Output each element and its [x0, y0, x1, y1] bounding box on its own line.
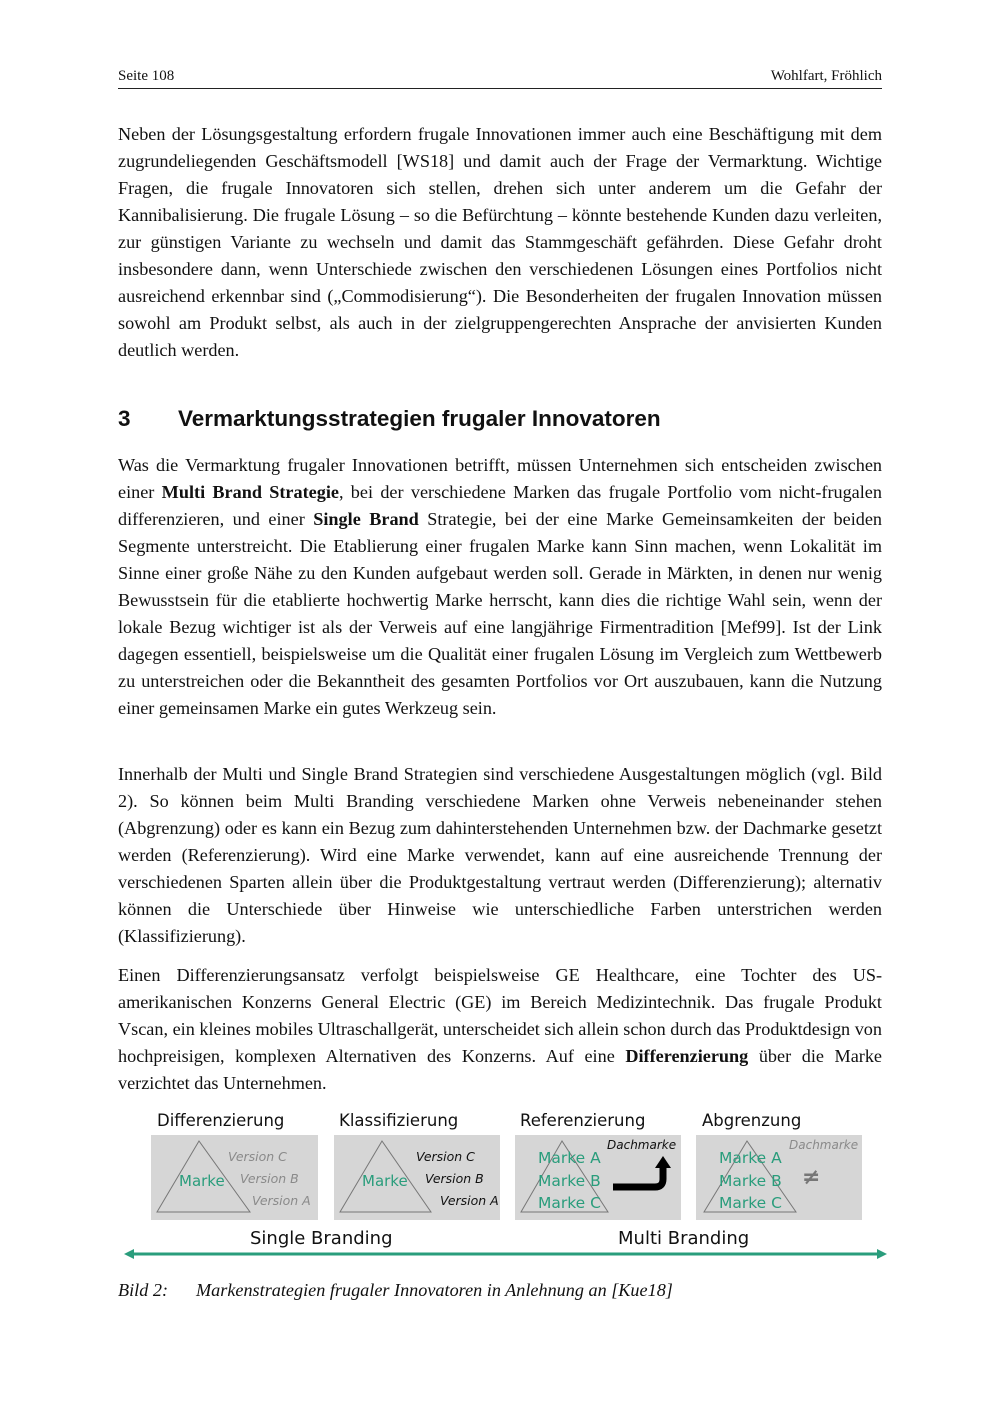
section-title: Vermarktungsstrategien frugaler Innovatoren	[178, 406, 661, 431]
brand-a: Marke A	[538, 1149, 601, 1167]
version-b: Version B	[425, 1171, 484, 1186]
double-arrow-icon	[122, 1246, 890, 1262]
brand-label: Marke	[362, 1172, 408, 1190]
panel-differenzierung	[151, 1135, 318, 1220]
authors: Wohlfart, Fröhlich	[770, 68, 882, 84]
bold-term-differenzierung: Differenzierung	[625, 1046, 749, 1066]
paragraph-3: Innerhalb der Multi und Single Brand Strategien sind verschiedene Ausgestaltungen möglich (vgl. Bild 2). So können beim Multi Branding verschiedene Marken ohne Verweis nebeneinander stehen (Abgrenzung) oder es kann ein Bezug zum dahinterstehenden Unternehmen bzw. der Dachmarke gesetzt werden (Referenzierung). Wird eine Marke verwendet, kann auf eine ausreichende Trennung der verschiedenen Sparten allein über die Produktgestaltung vertraut werden (Differenzierung); alternativ können die Unterschiede über Hinweise wie unterschiedliche Farben unterstrichen werden (Klassifizierung).	[118, 764, 882, 946]
page-number: Seite 108	[118, 68, 175, 84]
arrow-up-right-icon	[515, 1135, 681, 1220]
panel-referenzierung	[515, 1135, 681, 1220]
version-a: Version A	[440, 1193, 499, 1208]
page-header	[118, 66, 882, 89]
not-equal-icon: ≠	[802, 1165, 821, 1190]
text-run: über die Marke verzichtet das Unternehmen.	[118, 1046, 882, 1093]
text-run: Einen Differenzierungsansatz verfolgt beispielsweise GE Healthcare, eine Tochter des US-amerikanischen Konzerns General Electric (GE) im Bereich Medizintechnik. Das frugale Produkt Vscan, ein kleines mobiles Ultraschallgerät, unterscheidet sich allein schon durch das Produktdesign von hochpreisigen, komplexen Alternativen des Konzerns. Auf eine	[118, 965, 882, 1066]
axis-label-multi-branding: Multi Branding	[618, 1228, 750, 1249]
panel-title-differenzierung: Differenzierung	[157, 1111, 285, 1130]
axis-label-single-branding: Single Branding	[250, 1228, 393, 1249]
paragraph-1: Neben der Lösungsgestaltung erfordern frugale Innovationen immer auch eine Beschäftigung mit dem zugrundeliegenden Geschäftsmodell [WS18] und damit auch der Frage der Vermarktung. Wichtige Fragen, die frugale Innovatoren sich stellen, drehen sich unter anderem um die Gefahr der Kannibalisierung. Die frugale Lösung – so die Befürchtung – könnte bestehende Kunden dazu verleiten, zur günstigen Variante zu wechseln und damit das Stammgeschäft gefährden. Diese Gefahr droht insbesondere dann, wenn Unterschiede zwischen den verschiedenen Lösungen eines Portfolios nicht ausreichend erkennbar sind („Commodisierung“). Die Besonderheiten der frugalen Innovation müssen sowohl am Produkt selbst, als auch in der zielgruppengerechten Ansprache der anvisierten Kunden deutlich werden.	[118, 124, 882, 360]
version-a: Version A	[252, 1193, 311, 1208]
figure-caption	[118, 1280, 673, 1301]
section-heading	[118, 406, 661, 432]
text-run: , bei der verschiedene Marken das frugale Portfolio vom nicht-frugalen differenzieren, und einer	[118, 482, 882, 529]
panel-abgrenzung	[696, 1135, 862, 1220]
text-run: Strategie, bei der eine Marke Gemeinsamkeiten der beiden Segmente unterstreicht. Die Etablierung einer frugalen Marke kann Sinn machen, wenn Lokalität im Sinne einer große Nähe zu den Kunden aufgebaut werden soll. Gerade in Märkten, in denen nur wenig Bewusstsein für die etablierte hochwertig Marke herrscht, kann dies die richtige Wahl sein, wenn der lokale Bezug wichtiger ist als der Verweis auf eine langjährige Firmentradition [Mef99]. Ist der Link dagegen essentiell, beispielsweise um die Qualität einer frugalen Lösung im Vergleich zum Wettbewerb zu unterstreichen oder die Bekanntheit des gesamten Portfolios vor Ort auszubauen, kann die Nutzung einer gemeinsamen Marke ein gutes Werkzeug sein.	[118, 509, 883, 718]
umbrella-brand-label: Dachmarke	[789, 1138, 859, 1152]
section-number: 3	[118, 406, 131, 431]
panel-title-klassifizierung: Klassifizierung	[339, 1111, 459, 1130]
panel-klassifizierung	[334, 1135, 500, 1220]
bold-term-single-brand: Single Brand	[313, 509, 419, 529]
brand-list	[719, 1147, 782, 1215]
brand-b: Marke B	[719, 1171, 782, 1190]
panel-title-abgrenzung: Abgrenzung	[702, 1111, 802, 1130]
brand-label: Marke	[179, 1172, 225, 1190]
paragraph-2	[118, 452, 882, 722]
brand-c: Marke C	[538, 1194, 601, 1212]
paragraph-4	[118, 962, 882, 1097]
brand-b: Marke B	[538, 1171, 601, 1190]
caption-text: Markenstrategien frugaler Innovatoren in Anlehnung an [Kue18]	[196, 1280, 673, 1300]
panel-title-referenzierung: Referenzierung	[520, 1111, 646, 1130]
umbrella-brand-label: Dachmarke	[607, 1138, 677, 1152]
brand-a: Marke A	[719, 1149, 782, 1167]
text-run: Was die Vermarktung frugaler Innovationen betrifft, müssen Unternehmen sich entscheiden zwischen einer	[118, 455, 882, 502]
version-c: Version C	[416, 1149, 475, 1164]
brand-c: Marke C	[719, 1194, 782, 1212]
version-c: Version C	[228, 1149, 287, 1164]
version-b: Version B	[240, 1171, 299, 1186]
caption-label: Bild 2:	[118, 1280, 169, 1300]
bold-term-multi-brand: Multi Brand Strategie	[161, 482, 339, 502]
